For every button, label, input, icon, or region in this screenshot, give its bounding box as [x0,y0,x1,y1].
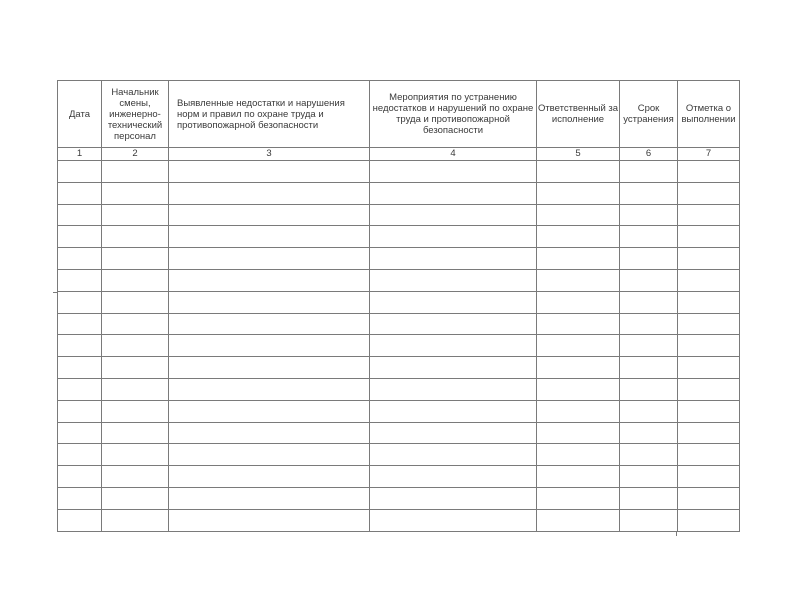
table-cell[interactable] [678,444,740,466]
table-cell[interactable] [678,161,740,183]
table-cell[interactable] [102,313,169,335]
table-cell[interactable] [169,444,370,466]
column-number: 5 [537,148,620,161]
table-cell[interactable] [102,378,169,400]
table-cell[interactable] [370,422,537,444]
table-cell[interactable] [169,204,370,226]
column-number: 7 [678,148,740,161]
table-cell[interactable] [678,357,740,379]
column-number: 1 [58,148,102,161]
table-cell[interactable] [620,357,678,379]
table-cell[interactable] [370,204,537,226]
table-cell[interactable] [537,313,620,335]
table-row [58,226,740,248]
table-cell[interactable] [58,226,102,248]
table-cell[interactable] [58,248,102,270]
table-cell[interactable] [169,291,370,313]
table-cell[interactable] [102,400,169,422]
table-cell[interactable] [169,357,370,379]
header-date: Дата [58,81,102,148]
table-cell[interactable] [370,291,537,313]
header-shift-supervisor: Начальник смены, инженерно-технический персонал [102,81,169,148]
table-cell[interactable] [58,269,102,291]
table-cell[interactable] [537,422,620,444]
table-cell[interactable] [58,291,102,313]
table-row [58,466,740,488]
table-cell[interactable] [370,335,537,357]
table-cell[interactable] [537,466,620,488]
table-cell[interactable] [678,400,740,422]
table-cell[interactable] [678,487,740,509]
table-cell[interactable] [58,313,102,335]
table-cell[interactable] [537,444,620,466]
table-cell[interactable] [620,313,678,335]
header-completion-mark: Отметка о выполнении [678,81,740,148]
table-cell[interactable] [537,248,620,270]
table-cell[interactable] [537,509,620,531]
table-body [58,161,740,532]
table-cell[interactable] [169,226,370,248]
table-cell[interactable] [169,378,370,400]
table-row [58,335,740,357]
table-row [58,444,740,466]
table-cell[interactable] [370,269,537,291]
column-number-row [58,148,740,161]
table-cell[interactable] [537,487,620,509]
header-row [58,81,740,148]
table-row [58,161,740,183]
table-cell[interactable] [169,335,370,357]
table-cell[interactable] [537,400,620,422]
table-cell[interactable] [537,378,620,400]
table-cell[interactable] [370,357,537,379]
table-cell[interactable] [620,509,678,531]
table-cell[interactable] [620,161,678,183]
table-row [58,204,740,226]
table-cell[interactable] [678,466,740,488]
table-row [58,269,740,291]
table-cell[interactable] [58,378,102,400]
table-cell[interactable] [620,204,678,226]
table-row [58,487,740,509]
table-cell[interactable] [58,400,102,422]
header-responsible-person: Ответственный за исполнение [537,81,620,148]
table-cell[interactable] [102,248,169,270]
column-number: 3 [169,148,370,161]
table-cell[interactable] [678,313,740,335]
table-cell[interactable] [58,509,102,531]
table-cell[interactable] [678,204,740,226]
table-row [58,422,740,444]
table-cell[interactable] [370,487,537,509]
table-cell[interactable] [620,400,678,422]
header-deadline: Срок устранения [620,81,678,148]
table-cell[interactable] [102,357,169,379]
table-cell[interactable] [58,487,102,509]
table-cell[interactable] [370,400,537,422]
table-cell[interactable] [537,182,620,204]
table-cell[interactable] [620,487,678,509]
table-cell[interactable] [370,248,537,270]
table-cell[interactable] [370,226,537,248]
table-cell[interactable] [370,182,537,204]
table-row [58,400,740,422]
table-cell[interactable] [537,291,620,313]
table-cell[interactable] [620,444,678,466]
table-cell[interactable] [58,466,102,488]
table-cell[interactable] [58,182,102,204]
table-cell[interactable] [169,509,370,531]
table-cell[interactable] [169,466,370,488]
table-cell[interactable] [678,378,740,400]
table-cell[interactable] [620,269,678,291]
table-cell[interactable] [58,161,102,183]
table-cell[interactable] [620,291,678,313]
table-cell[interactable] [537,335,620,357]
table-cell[interactable] [620,226,678,248]
table-cell[interactable] [370,444,537,466]
table-row [58,291,740,313]
column-number: 2 [102,148,169,161]
table-cell[interactable] [169,487,370,509]
table-cell[interactable] [678,291,740,313]
table-cell[interactable] [678,226,740,248]
table-cell[interactable] [678,182,740,204]
table-cell[interactable] [58,444,102,466]
table-cell[interactable] [58,357,102,379]
table-cell[interactable] [620,422,678,444]
table-cell[interactable] [169,422,370,444]
table-cell[interactable] [102,161,169,183]
table-cell[interactable] [169,269,370,291]
table-cell[interactable] [169,161,370,183]
table-cell[interactable] [370,313,537,335]
table-cell[interactable] [102,269,169,291]
table-row [58,313,740,335]
table-cell[interactable] [169,313,370,335]
table-cell[interactable] [537,204,620,226]
table-cell[interactable] [678,422,740,444]
table-cell[interactable] [102,335,169,357]
bottom-tick-mark [676,532,677,536]
table-cell[interactable] [620,378,678,400]
table-cell[interactable] [370,466,537,488]
table-cell[interactable] [102,422,169,444]
header-violations-found: Выявленные недостатки и нарушения норм и правил по охране труда и противопожарной безопасности [169,81,370,148]
table-cell[interactable] [169,248,370,270]
table-cell[interactable] [58,422,102,444]
table-cell[interactable] [102,466,169,488]
table-cell[interactable] [678,248,740,270]
table-cell[interactable] [102,444,169,466]
table-cell[interactable] [537,269,620,291]
table-cell[interactable] [370,509,537,531]
table-cell[interactable] [678,269,740,291]
table-cell[interactable] [102,509,169,531]
table-cell[interactable] [102,182,169,204]
table-cell[interactable] [169,182,370,204]
table-cell[interactable] [620,466,678,488]
table-cell[interactable] [58,335,102,357]
header-corrective-measures: Мероприятия по устранению недостатков и нарушений по охране труда и противопожарной безопасности [370,81,537,148]
table-cell[interactable] [678,335,740,357]
table-cell[interactable] [370,161,537,183]
table-cell[interactable] [58,204,102,226]
table-row [58,357,740,379]
table-row [58,509,740,531]
column-number: 6 [620,148,678,161]
table-row [58,248,740,270]
table-cell[interactable] [102,226,169,248]
table-cell[interactable] [537,226,620,248]
table-row [58,182,740,204]
table-cell[interactable] [102,487,169,509]
table-cell[interactable] [537,161,620,183]
table-cell[interactable] [102,291,169,313]
table-cell[interactable] [370,378,537,400]
inspection-journal-table [57,80,740,532]
table-cell[interactable] [537,357,620,379]
table-cell[interactable] [102,204,169,226]
table-cell[interactable] [169,400,370,422]
table-cell[interactable] [620,182,678,204]
table-cell[interactable] [620,335,678,357]
table-cell[interactable] [678,509,740,531]
table-cell[interactable] [620,248,678,270]
column-number: 4 [370,148,537,161]
table-row [58,378,740,400]
